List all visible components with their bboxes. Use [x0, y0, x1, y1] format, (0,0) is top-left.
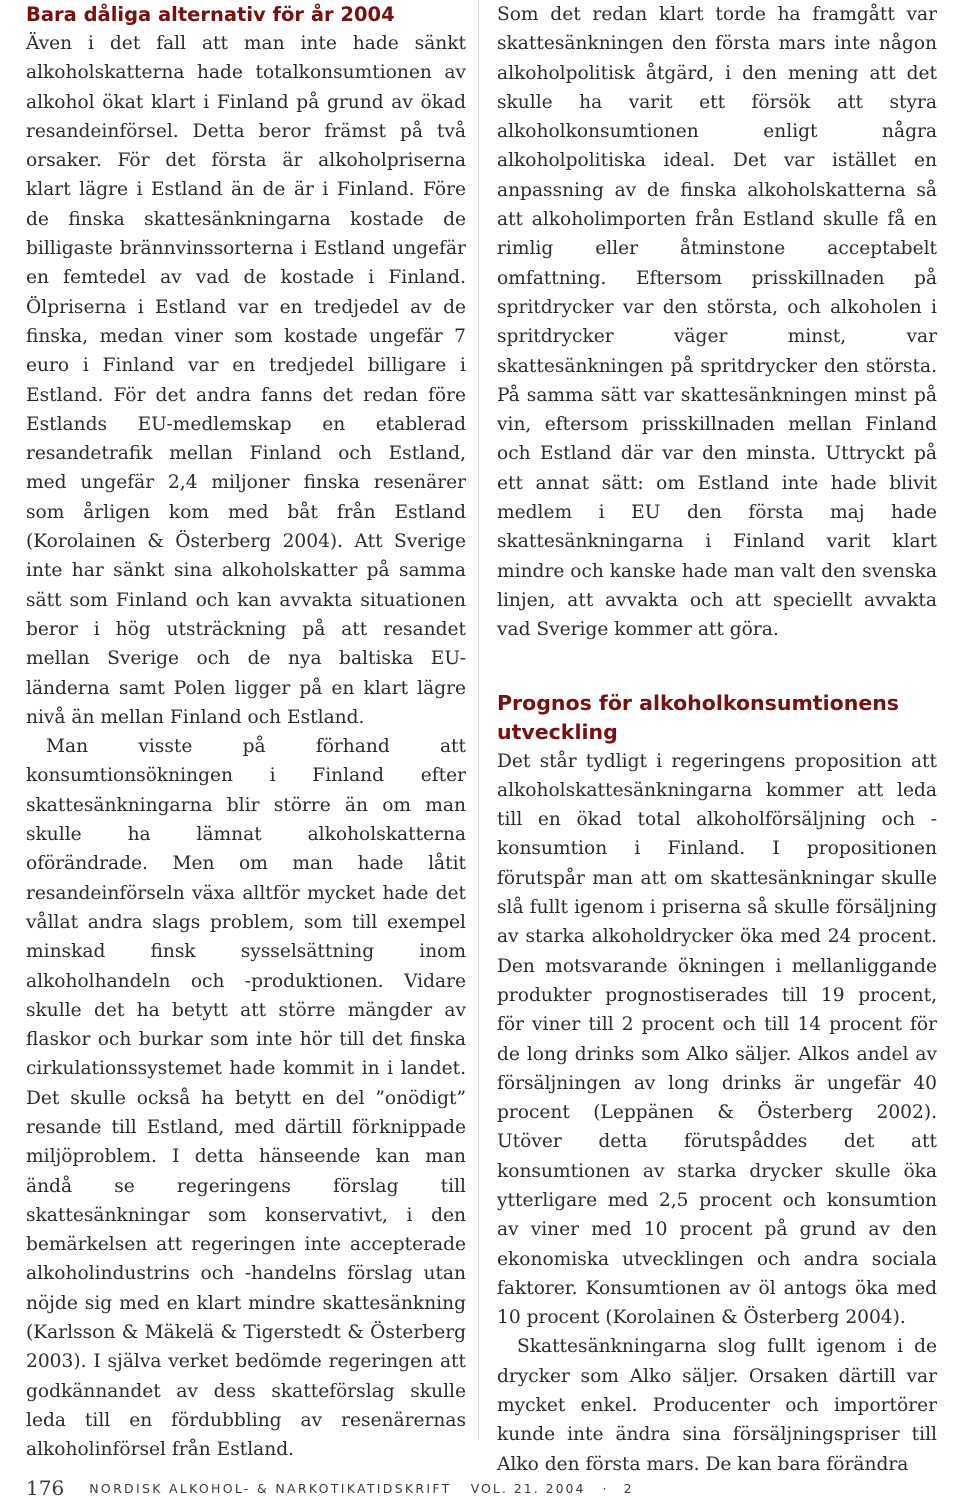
column-divider [478, 0, 479, 1440]
journal-title: NORDISK ALKOHOL- & NARKOTIKATIDSKRIFT [89, 1481, 452, 1496]
left-paragraph-2: Man visste på förhand att konsumtionsökningen i Finland efter skattesänkningarna blir större än om man skulle ha lämnat alkoholskatterna oförändrade. Men om man hade låtit resandeinförseln växa alltför mycket hade det vållat andra slags problem, som till exempel minskad finsk sysselsättning inom alkoholhandeln och -produktionen. Vidare skulle det ha betytt att större mängder av flaskor och burkar som inte hör till det finska cirkulationssystemet hade kommit in i landet. Det skulle också ha betytt en del ”onödigt” resande till Estland, med därtill förknippade miljöproblem. I detta hänseende kan man ändå se regeringens förslag till skattesänkningar som konservativt, i den bemärkelsen att regeringen inte accepterade alkoholindustrins och -handelns förslag utan nöjde sig med en klart mindre skattesänkning (Karlsson & Mäkelä & Tigerstedt & Österberg 2003). I själva verket bedömde regeringen att godkännandet av dess skatteförslag skulle leda till en fördubbling av resenärernas alkoholinförsel från Estland. [26, 736, 466, 1461]
journal-issue: 2 [623, 1481, 632, 1496]
left-column [26, 0, 466, 1465]
left-paragraph-1: Även i det fall att man inte hade sänkt alkoholskatterna hade totalkonsumtionen av alkohol ökat klart i Finland på grund av ökad resandeinförsel. Detta beror främst på två orsaker. För det första är alkoholpriserna klart lägre i Estland än de är i Finland. Före de finska skattesänkningarna kostade de billigaste brännvinssorterna i Estland ungefär en femtedel av vad de kostade i Finland. Ölpriserna i Estland var en tredjedel av de finska, medan viner som kostade ungefär 7 euro i Finland var en tredjedel billigare i Estland. För det andra fanns det redan före Estlands EU-medlemskap en etablerad resandetrafik mellan Finland och Estland, med ungefär 2,4 miljoner finska resenärer som årligen kom med båt från Estland (Korolainen & Österberg 2004). Att Sverige inte har sänkt sina alkoholskatter på samma sätt som Finland och kan avvakta situationen beror i hög utsträckning på att resandet mellan Sverige och de nya baltiska EU-länderna samt Polen ligger på en klart lägre nivå än mellan Finland och Estland. [26, 33, 466, 728]
journal-volume: VOL. 21. 2004 [470, 1481, 586, 1496]
right-paragraph-3: Skattesänkningarna slog fullt igenom i de drycker som Alko säljer. Orsaken därtill var mycket enkel. Producenter och importörer kunde inte ändra sina försäljningspriser till Alko den första mars. De kan bara förändra [497, 1336, 937, 1475]
page-footer [26, 1476, 632, 1500]
page-number: 176 [26, 1476, 65, 1500]
right-column [497, 0, 937, 1479]
right-paragraph-2: Det står tydligt i regeringens proposition att alkoholskattesänkningarna kommer att leda till en ökad total alkoholförsäljning och -konsumtion i Finland. I propositionen förutspår man att om skattesänkningar skulle slå fullt igenom i priserna så skulle försäljning av starka alkoholdrycker öka med 24 procent. Den motsvarande ökningen i mellanliggande produkter prognostiserades till 19 procent, för viner till 2 procent och till 14 procent för de long drinks som Alko säljer. Alkos andel av försäljningen av long drinks är ungefär 40 procent (Leppänen & Österberg 2002). Utöver detta förutspåddes det att konsumtionen av starka drycker skulle öka ytterligare med 2,5 procent och konsumtion av viner med 10 procent på grund av den ekonomiska utvecklingen och andra sociala faktorer. Konsumtionen av öl antogs öka med 10 procent (Korolainen & Österberg 2004). [497, 750, 937, 1329]
footer-separator: · [602, 1481, 607, 1496]
section-heading-alternatives: Bara dåliga alternativ för år 2004 [26, 3, 395, 26]
right-paragraph-1: Som det redan klart torde ha framgått var skattesänkningen den första mars inte någon alkoholpolitisk åtgärd, i den mening att det skulle ha varit ett försök att styra alkoholkonsumtionen enligt några alkoholpolitiska ideal. Det var istället en anpassning av de finska alkoholskatterna så att alkoholimporten från Estland skulle få en rimlig eller åtminstone acceptabelt omfattning. Eftersom prisskillnaden på spritdrycker var den största, och alkoholen i spritdrycker väger minst, var skattesänkningen på spritdrycker den största. På samma sätt var skattesänkningen minst på vin, eftersom prisskillnaden mellan Finland och Estland där var den minsta. Uttryckt på ett annat sätt: om Estland inte hade blivit medlem i EU den första maj hade skattesänkningarna i Finland varit klart mindre och kanske hade man valt den svenska linjen, att avvakta och att speciellt avvakta vad Sverige kommer att göra. [497, 4, 937, 641]
section-heading-prognosis: Prognos för alkoholkonsumtionens utveckling [497, 690, 900, 744]
